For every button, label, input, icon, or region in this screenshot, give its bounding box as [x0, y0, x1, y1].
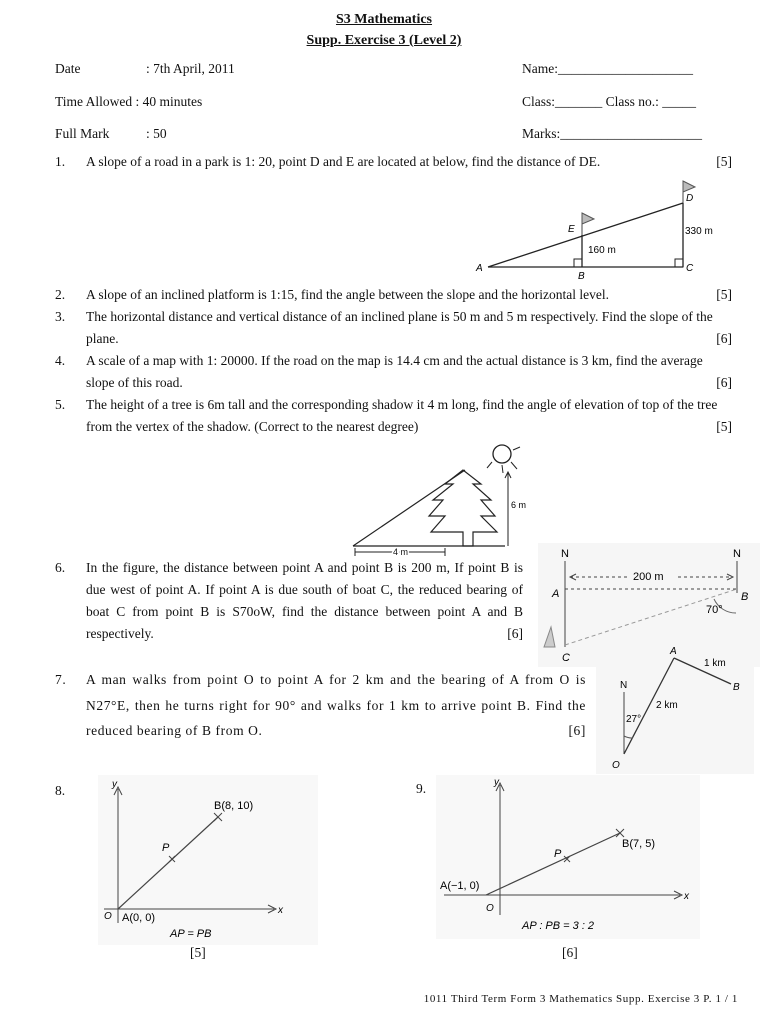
point-label-b: B(7, 5) [622, 838, 656, 850]
point-label-a: A [552, 588, 560, 600]
question-number: 6. [55, 560, 66, 575]
page-footer: 1011 Third Term Form 3 Mathematics Supp. Exercise 3 P. 1 / 1 [423, 993, 738, 1005]
point-label-p: P [162, 842, 170, 854]
point-label-b: B [741, 591, 749, 603]
north-label: N [733, 548, 741, 560]
date-value: : 7th April, 2011 [146, 61, 235, 76]
question-text: A slope of a road in a park is 1: 20, point D and E are located at below, find the distance of DE. [86, 154, 601, 169]
name-field: Name:____________________ [522, 61, 693, 76]
figure-slope-road [470, 175, 740, 283]
origin-label: O [104, 911, 112, 922]
origin-label: O [486, 903, 494, 914]
question-text: A man walks from point O to point A for 2 km and the bearing of A from O is N27°E, then he turns right for 90° and walks for 1 km to arrive point B. Find the reduced bearing of B from O. [86, 672, 586, 738]
point-label-a: A(−1, 0) [440, 880, 480, 892]
point-label-a: A [476, 263, 483, 274]
axis-label-y: y [112, 779, 117, 790]
question-number: 3. [55, 309, 66, 324]
time-allowed: Time Allowed : 40 minutes [55, 94, 203, 109]
ratio-label: AP : PB = 3 : 2 [522, 920, 595, 932]
question-number: 1. [55, 154, 66, 169]
length-label-eb: 160 m [588, 245, 616, 256]
axis-label-x: x [684, 891, 689, 902]
point-label-p: P [554, 848, 562, 860]
north-label: N [561, 548, 569, 560]
question-text: The height of a tree is 6m tall and the corresponding shadow it 4 m long, find the angle of elevation of top of the tree from the vertex of the shadow. (Correct to the nearest degree) [86, 397, 718, 434]
shadow-label: 4 m [393, 547, 409, 557]
angle-label: 70° [706, 604, 723, 616]
class-field: Class:_______ Class no.: _____ [522, 94, 697, 109]
angle-label: 27° [626, 714, 642, 725]
figure-coordinate-9 [436, 775, 700, 939]
length-label-ab: 1 km [704, 658, 726, 669]
question-mark: [6] [507, 626, 523, 641]
question-8-number: 8. [55, 783, 66, 798]
question-mark: [5] [716, 287, 732, 302]
point-label-e: E [568, 224, 575, 235]
question-text: A scale of a map with 1: 20000. If the road on the map is 14.4 cm and the actual distance is 3 km, find the average slope of this road. [86, 353, 703, 390]
figure-tree-shadow [345, 442, 535, 560]
question-number: 5. [55, 397, 66, 412]
marks-field: Marks:_____________________ [522, 126, 702, 141]
page-title: S3 Mathematics [335, 12, 433, 27]
question-mark: [6] [716, 375, 732, 390]
point-label-o: O [612, 760, 620, 771]
question-mark: [6] [568, 723, 586, 738]
question-8-mark: [5] [190, 945, 206, 960]
figure-walk-bearing [596, 640, 754, 774]
page-subtitle: Supp. Exercise 3 (Level 2) [306, 33, 462, 48]
question-mark: [5] [716, 419, 732, 434]
north-label: N [620, 680, 628, 691]
point-label-c: C [686, 263, 694, 274]
axis-label-y: y [494, 777, 499, 788]
point-label-b: B(8, 10) [214, 800, 254, 812]
point-label-b: B [578, 271, 585, 282]
question-text: The horizontal distance and vertical distance of an inclined plane is 50 m and 5 m respectively. Find the slope of the plane. [86, 309, 713, 346]
fullmark-label: Full Mark [55, 126, 110, 141]
point-label-c: C [562, 652, 570, 664]
point-label-a: A(0, 0) [122, 912, 156, 924]
question-number: 2. [55, 287, 66, 302]
length-label-oa: 2 km [656, 700, 678, 711]
date-label: Date [55, 61, 81, 76]
question-number: 7. [55, 672, 67, 687]
question-mark: [5] [716, 154, 732, 169]
distance-label: 200 m [633, 571, 664, 583]
point-label-d: D [686, 193, 694, 204]
length-label-dc: 330 m [685, 226, 713, 237]
sun-icon [493, 445, 511, 463]
question-9-number: 9. [416, 781, 427, 796]
question-mark: [6] [716, 331, 732, 346]
point-label-b: B [733, 682, 740, 693]
height-label: 6 m [511, 500, 527, 510]
tree-icon [429, 470, 497, 546]
fullmark-value: : 50 [146, 126, 167, 141]
question-text: In the figure, the distance between point A and point B is 200 m, If point B is due west of point A. If point A is due south of boat C, the reduced bearing of boat C from point B is S70oW, find the distance between point A and B respectively. [86, 560, 523, 641]
question-9-mark: [6] [562, 945, 578, 960]
ratio-label: AP = PB [170, 928, 212, 940]
figure-coordinate-8 [98, 775, 318, 945]
axis-label-x: x [278, 905, 283, 916]
question-number: 4. [55, 353, 66, 368]
question-text: A slope of an inclined platform is 1:15, find the angle between the slope and the horizontal level. [86, 287, 609, 302]
point-label-a: A [670, 646, 677, 657]
